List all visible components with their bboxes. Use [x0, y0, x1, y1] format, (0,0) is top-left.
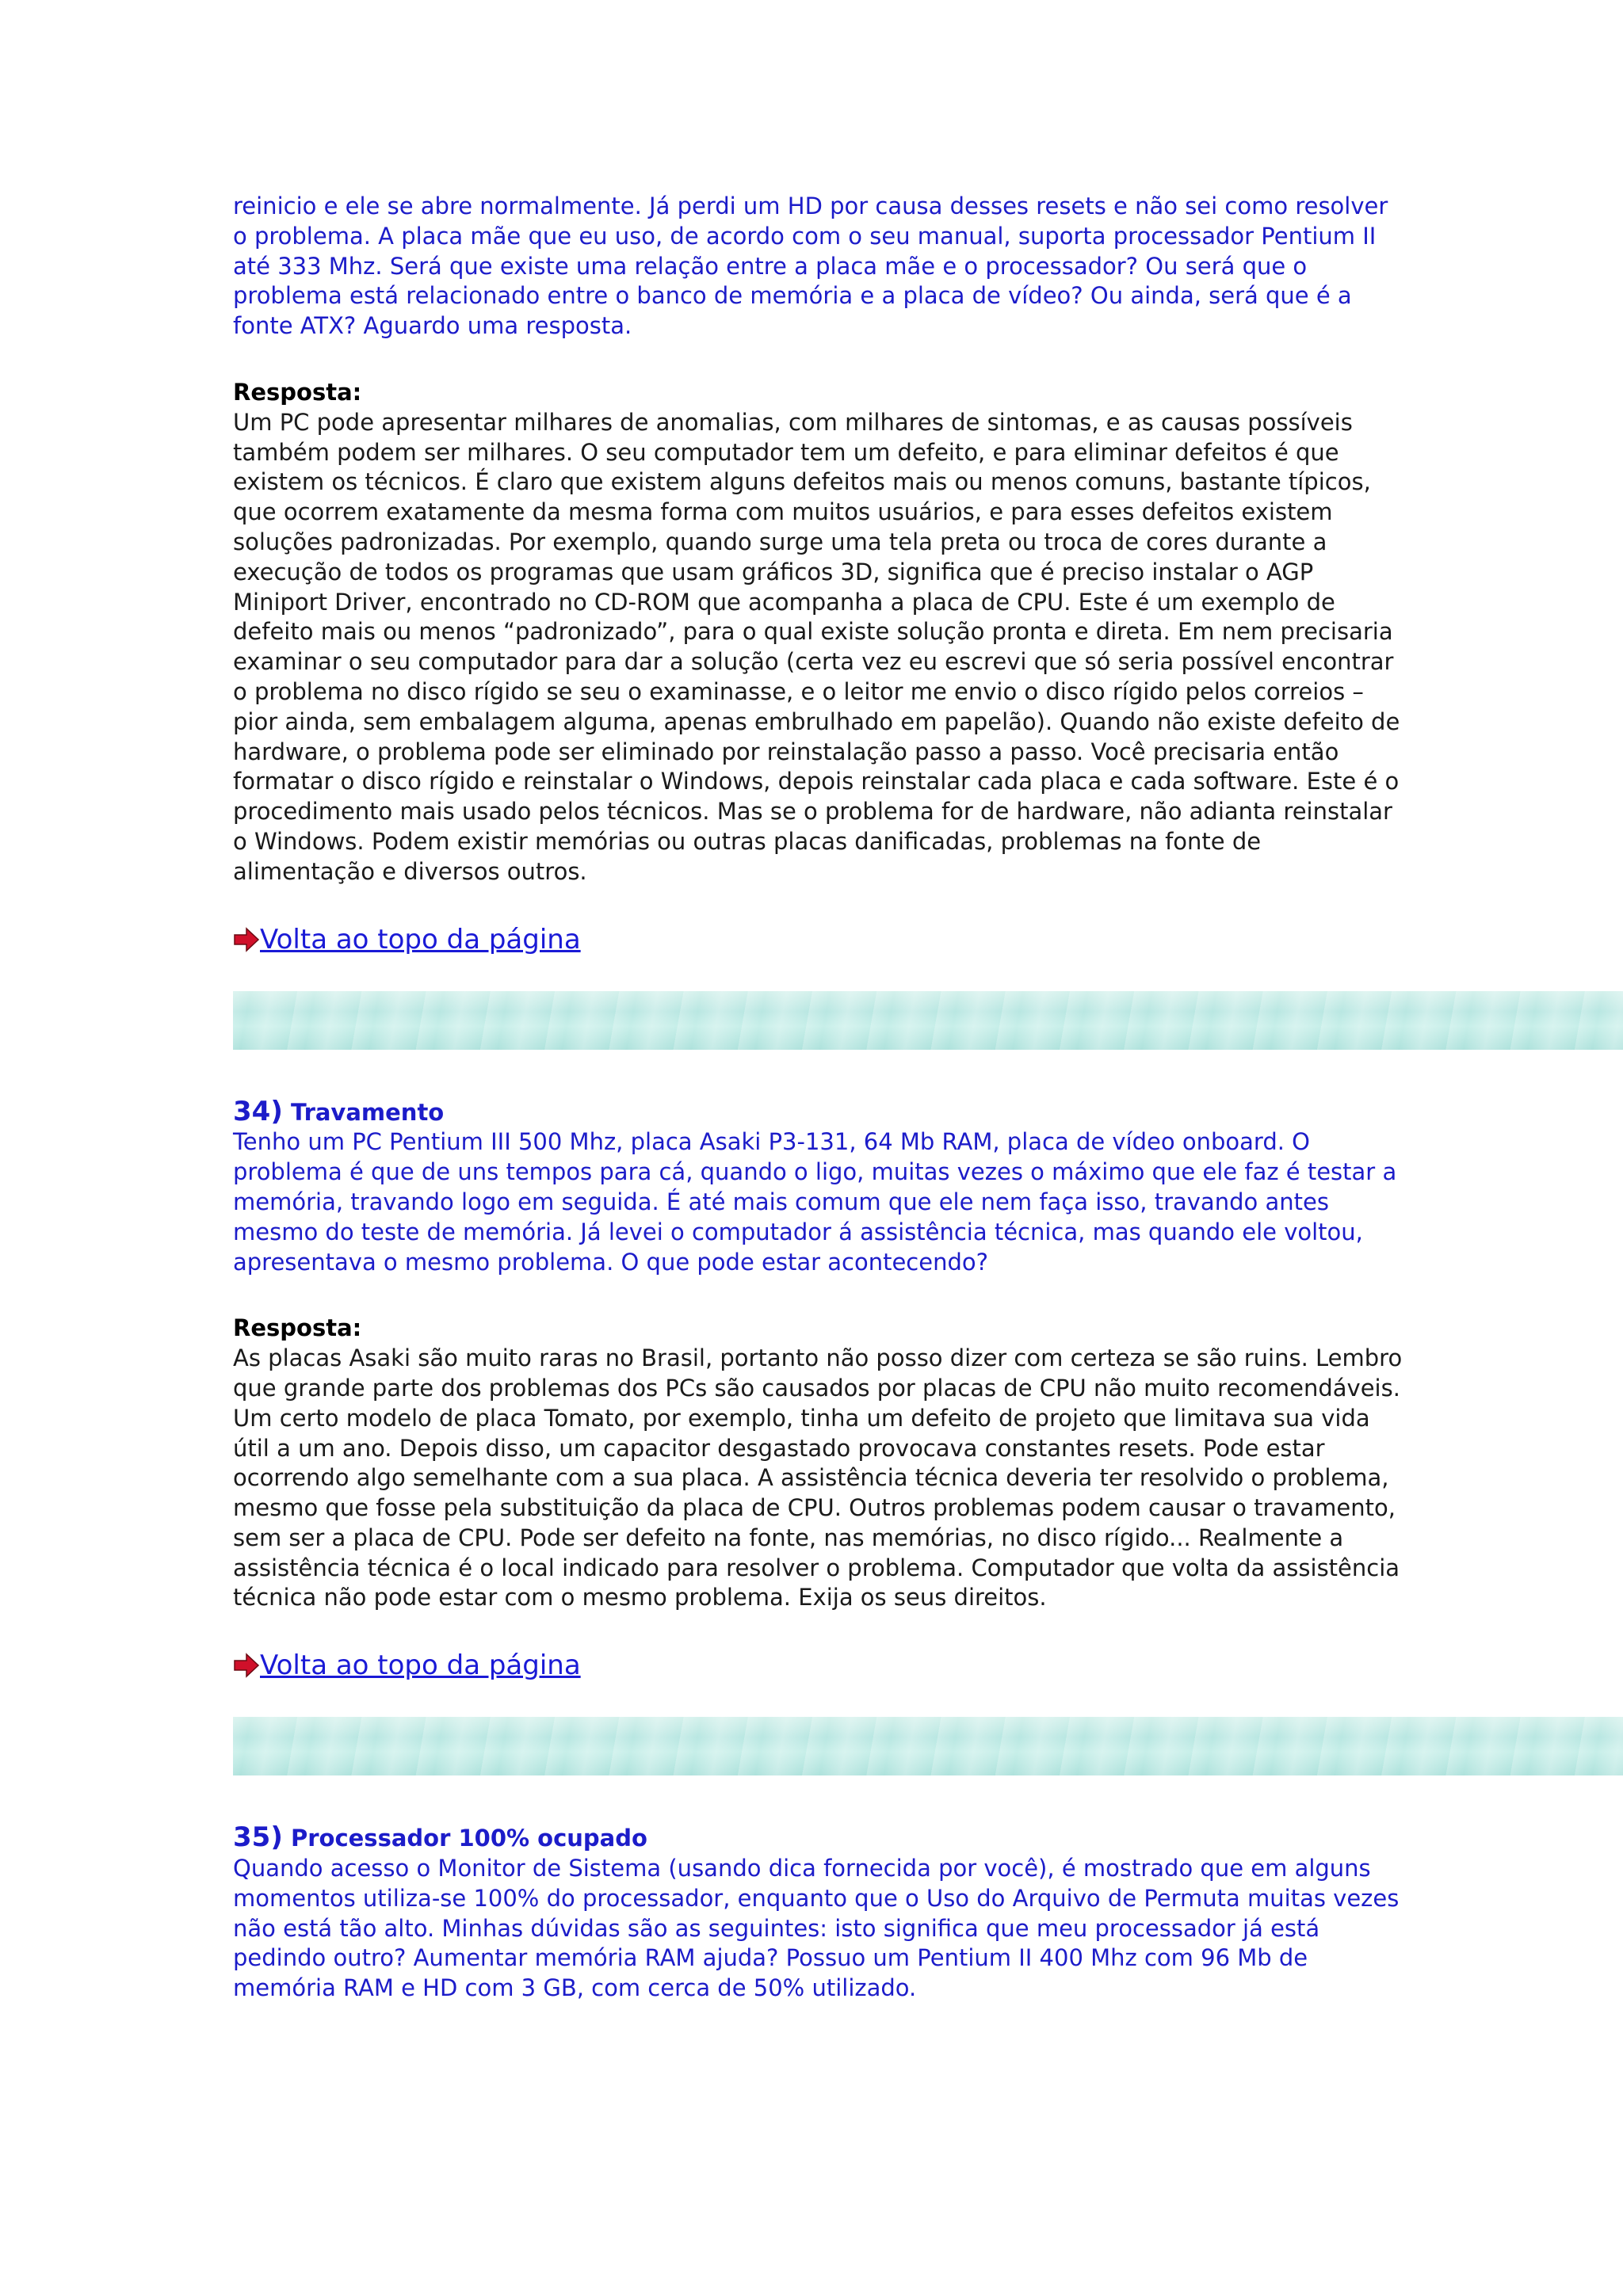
question-34-heading: [233, 1097, 1406, 1128]
question-35-text: Quando acesso o Monitor de Sistema (usando dica fornecida por você), é mostrado que em alguns momentos utiliza-se 100% do processador, enquanto que o Uso do Arquivo de Permuta muitas vezes não está tão alto. Minhas dúvidas são as seguintes: isto significa que meu processador já está pedindo outro? Aumentar memória RAM ajuda? Possuo um Pentium II 400 Mhz com 96 Mb de memória RAM e HD com 3 GB, com cerca de 50% utilizado.: [233, 1855, 1400, 2002]
section-divider-1: [233, 991, 1623, 1050]
question-35-number: 35): [233, 1821, 283, 1854]
question-35-title: Processador 100% ocupado: [290, 1825, 647, 1852]
back-to-top-link-2[interactable]: [233, 1650, 1406, 1681]
back-to-top-link-text[interactable]: Volta ao topo da página: [260, 1650, 581, 1682]
question-33-continuation: reinicio e ele se abre normalmente. Já perdi um HD por causa desses resets e não sei como resolver o problema. A placa mãe que eu uso, de acordo com o seu manual, suporta processador Pentium II até 333 Mhz. Será que existe uma relação entre a placa mãe e o processador? Ou será que o problema está relacionado entre o banco de memória e a placa de vídeo? Ou ainda, será que é a fonte ATX? Aguardo uma resposta.: [233, 193, 1388, 340]
answer-33-text: Um PC pode apresentar milhares de anomalias, com milhares de sintomas, e as causas possíveis também podem ser milhares. O seu computador tem um defeito, e para eliminar defeitos é que existem os técnicos. É claro que existem alguns defeitos mais ou menos comuns, bastante típicos, que ocorrem exatamente da mesma forma com muitos usuários, e para esses defeitos existem soluções padronizadas. Por exemplo, quando surge uma tela preta ou troca de cores durante a execução de todos os programas que usam gráficos 3D, significa que é preciso instalar o AGP Miniport Driver, encontrado no CD-ROM que acompanha a placa de CPU. Este é um exemplo de defeito mais ou menos “padronizado”, para o qual existe solução pronta e direta. Em nem precisaria examinar o seu computador para dar a solução (certa vez eu escrevi que só seria possível encontrar o problema no disco rígido se seu o examinasse, e o leitor me envio o disco rígido pelos correios – pior ainda, sem embalagem alguma, apenas embrulhado em papelão). Quando não existe defeito de hardware, o problema pode ser eliminado por reinstalação passo a passo. Você precisaria então formatar o disco rígido e reinstalar o Windows, depois reinstalar cada placa e cada software. Este é o procedimento mais usado pelos técnicos. Mas se o problema for de hardware, não adianta reinstalar o Windows. Podem existir memórias ou outras placas danificadas, problemas na fonte de alimentação e diversos outros.: [233, 408, 1400, 885]
back-to-top-link-1[interactable]: [233, 924, 1406, 955]
question-34-number: 34): [233, 1095, 283, 1127]
answer-label: Resposta:: [233, 1314, 362, 1342]
red-arrow-icon: [233, 1652, 260, 1679]
question-34-text: Tenho um PC Pentium III 500 Mhz, placa Asaki P3-131, 64 Mb RAM, placa de vídeo onboard. O problema é que de uns tempos para cá, quando o ligo, muitas vezes o máximo que ele faz é testar a memória, travando logo em seguida. É até mais comum que ele nem faça isso, travando antes mesmo do teste de memória. Já levei o computador á assistência técnica, mas quando ele voltou, apresentava o mesmo problema. O que pode estar acontecendo?: [233, 1128, 1397, 1276]
section-divider-2: [233, 1717, 1623, 1775]
answer-label: Resposta:: [233, 378, 362, 406]
red-arrow-icon: [233, 926, 260, 953]
question-35-heading: [233, 1823, 1406, 1854]
answer-34-text: As placas Asaki são muito raras no Brasil, portanto não posso dizer com certeza se são ruins. Lembro que grande parte dos problemas dos PCs são causados por placas de CPU não muito recomendáveis. Um certo modelo de placa Tomato, por exemplo, tinha um defeito de projeto que limitava sua vida útil a um ano. Depois disso, um capacitor desgastado provocava constantes resets. Pode estar ocorrendo algo semelhante com a sua placa. A assistência técnica deveria ter resolvido o problema, mesmo que fosse pela substituição da placa de CPU. Outros problemas podem causar o travamento, sem ser a placa de CPU. Pode ser defeito na fonte, nas memórias, no disco rígido... Realmente a assistência técnica é o local indicado para resolver o problema. Computador que volta da assistência técnica não pode estar com o mesmo problema. Exija os seus direitos.: [233, 1344, 1403, 1611]
back-to-top-link-text[interactable]: Volta ao topo da página: [260, 923, 581, 955]
document-content: [233, 192, 1406, 2004]
question-34-title: Travamento: [290, 1098, 445, 1126]
